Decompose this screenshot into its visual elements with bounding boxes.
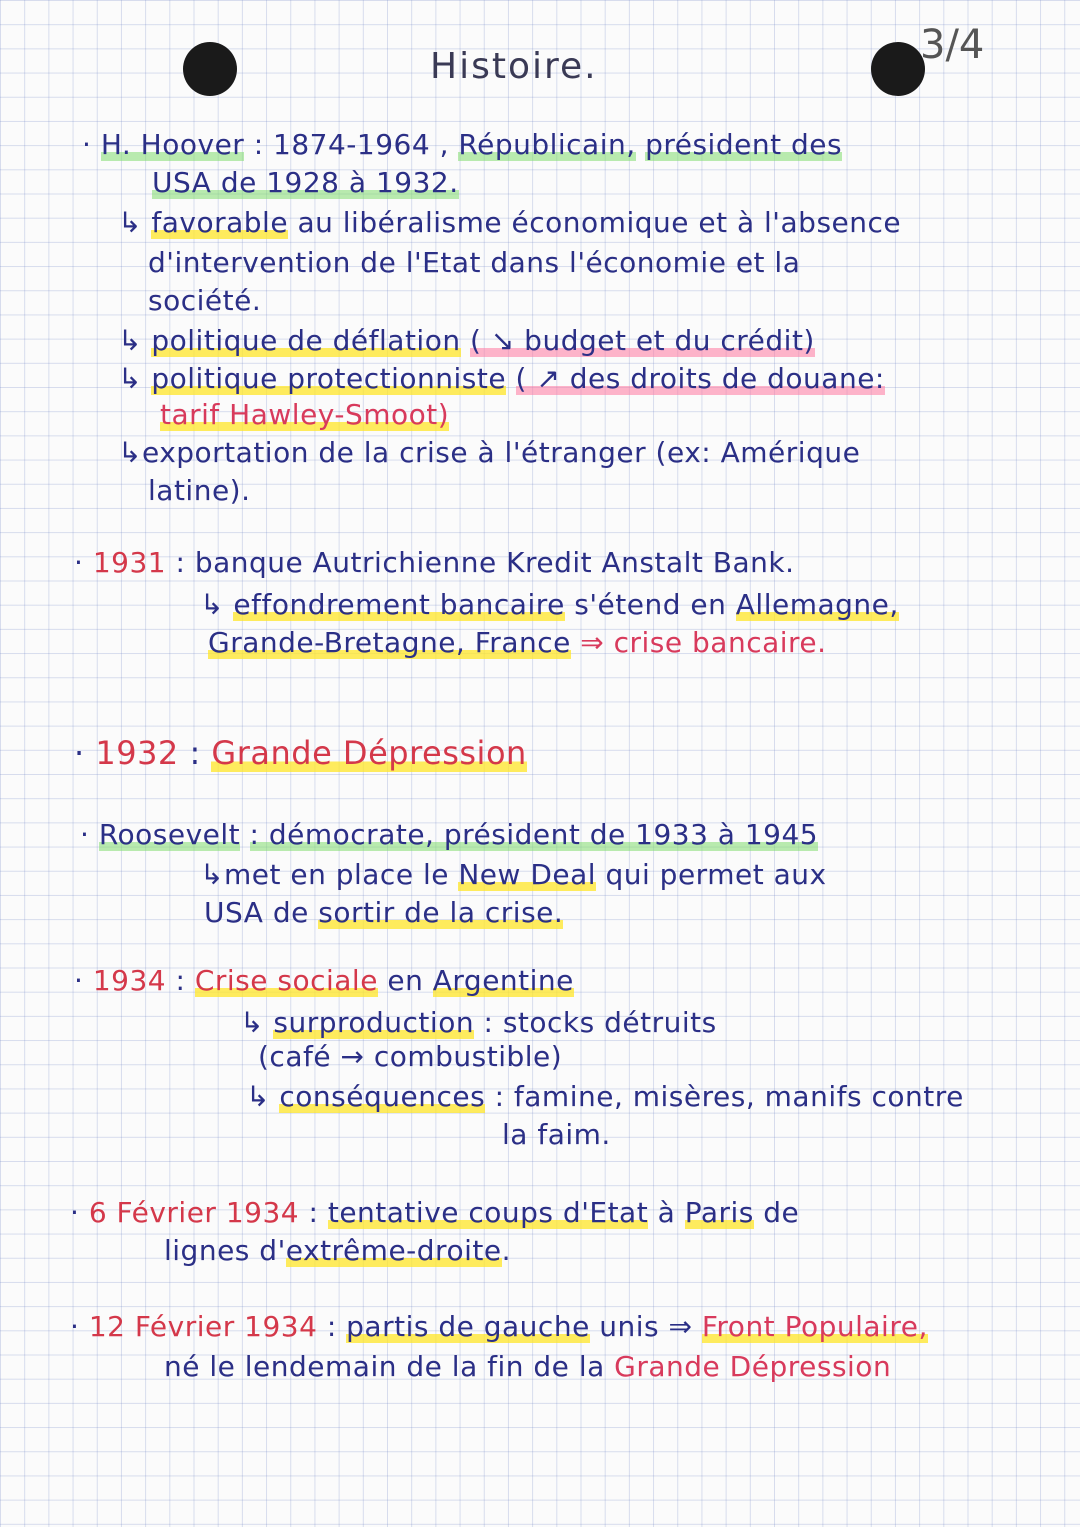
note-line xyxy=(246,1080,964,1113)
note-line-6-feb xyxy=(70,1196,799,1229)
text: lignes d' xyxy=(164,1234,286,1267)
text-left-parties: partis de gauche xyxy=(346,1310,590,1343)
hoover-term: USA de 1928 à 1932. xyxy=(152,166,459,199)
note-line xyxy=(148,474,251,507)
text-exit-crisis: sortir de la crise. xyxy=(318,896,564,929)
text: : famine, misères, manifs contre xyxy=(494,1080,964,1113)
arrow-icon: ↳ xyxy=(240,1006,264,1039)
text: USA de xyxy=(204,896,309,929)
text-germany: Allemagne, xyxy=(735,588,899,621)
text-new-deal: New Deal xyxy=(458,858,597,891)
note-line xyxy=(164,1234,511,1267)
arrow-icon: ↳ xyxy=(200,588,224,621)
text-collapse: effondrement bancaire xyxy=(233,588,565,621)
year-1932: 1932 xyxy=(95,734,179,772)
arrow-icon: ↳ xyxy=(246,1080,270,1113)
year-1931: 1931 xyxy=(92,546,167,579)
punch-hole-right xyxy=(871,42,925,96)
text: . xyxy=(501,1234,511,1267)
bullet: · xyxy=(70,1310,80,1343)
note-line xyxy=(118,324,815,357)
arrow-icon: ↳ xyxy=(118,362,142,395)
note-line xyxy=(200,858,827,891)
note-line xyxy=(208,626,827,659)
text-consequences: conséquences xyxy=(279,1080,486,1113)
punch-hole-left xyxy=(183,42,237,96)
hoover-party: Républicain, xyxy=(458,128,636,161)
text: d'intervention de l'Etat dans l'économie et la xyxy=(148,246,801,279)
text: (café → combustible) xyxy=(258,1040,563,1073)
note-line-hoover xyxy=(82,128,842,161)
text-great-depression: Grande Dépression xyxy=(614,1350,892,1383)
date-12-feb-1934: 12 Février 1934 xyxy=(88,1310,318,1343)
text-customs: ( ↗ des droits de douane: xyxy=(515,362,885,395)
text: à xyxy=(657,1196,676,1229)
note-line xyxy=(118,206,901,239)
note-line xyxy=(258,1040,562,1073)
text-social-crisis: Crise sociale xyxy=(194,964,378,997)
note-line xyxy=(204,896,563,929)
date-6-feb-1934: 6 Février 1934 xyxy=(88,1196,300,1229)
text: : xyxy=(308,1196,319,1229)
roosevelt-name: Roosevelt xyxy=(98,818,241,851)
hoover-dates: : 1874-1964 , xyxy=(253,128,449,161)
note-line xyxy=(164,1350,891,1383)
text-tariff: tarif Hawley-Smoot) xyxy=(160,398,450,431)
text: : xyxy=(175,964,186,997)
arrow-icon: ↳ xyxy=(118,206,142,239)
text: unis ⇒ xyxy=(599,1310,693,1343)
text-far-right: extrême-droite xyxy=(285,1234,502,1267)
bullet: · xyxy=(80,818,90,851)
text: société. xyxy=(148,284,262,317)
text: la faim. xyxy=(502,1118,611,1151)
note-line-1931 xyxy=(74,546,795,579)
page-title: Histoire. xyxy=(430,46,598,87)
text-budget: ( ↘ budget et du crédit) xyxy=(469,324,815,357)
hoover-role: président des xyxy=(645,128,843,161)
text-deflation: politique de déflation xyxy=(151,324,461,357)
text-popular-front: Front Populaire, xyxy=(701,1310,928,1343)
text-protectionism: politique protectionniste xyxy=(151,362,507,395)
note-line xyxy=(118,436,860,469)
text: latine). xyxy=(148,474,251,507)
note-line-12-feb xyxy=(70,1310,928,1343)
note-line xyxy=(148,284,261,317)
text-paris: Paris xyxy=(684,1196,754,1229)
text-argentina: Argentine xyxy=(432,964,574,997)
text: de xyxy=(763,1196,800,1229)
text: né le lendemain de la fin de la xyxy=(164,1350,605,1383)
text-banking-crisis: ⇒ crise bancaire. xyxy=(580,626,827,659)
text: : xyxy=(189,734,201,772)
bullet: · xyxy=(74,964,84,997)
note-line xyxy=(160,398,449,431)
text-countries: Grande-Bretagne, France xyxy=(208,626,571,659)
bullet: · xyxy=(70,1196,80,1229)
text: : banque Autrichienne Kredit Anstalt Bank. xyxy=(175,546,795,579)
year-1934: 1934 xyxy=(92,964,167,997)
text: en xyxy=(387,964,424,997)
text-great-depression: Grande Dépression xyxy=(211,734,527,772)
note-line xyxy=(200,588,899,621)
note-line xyxy=(152,166,459,199)
text: : stocks détruits xyxy=(483,1006,717,1039)
text: qui permet aux xyxy=(605,858,827,891)
bullet: · xyxy=(82,128,92,161)
note-line-roosevelt xyxy=(80,818,818,851)
note-line xyxy=(240,1006,717,1039)
note-line-1934 xyxy=(74,964,574,997)
arrow-icon: ↳ xyxy=(118,324,142,357)
note-line xyxy=(148,246,800,279)
note-line xyxy=(118,362,885,395)
bullet: · xyxy=(74,546,84,579)
page-number: 3/4 xyxy=(920,22,985,68)
text: ↳met en place le xyxy=(200,858,449,891)
text: s'étend en xyxy=(574,588,727,621)
roosevelt-role: : démocrate, président de 1933 à 1945 xyxy=(249,818,819,851)
text-overproduction: surproduction xyxy=(273,1006,475,1039)
hoover-name: H. Hoover xyxy=(100,128,245,161)
bullet: · xyxy=(74,734,85,772)
note-line xyxy=(502,1118,611,1151)
text: ↳exportation de la crise à l'étranger (ex: Amérique xyxy=(118,436,861,469)
text-coup: tentative coups d'Etat xyxy=(327,1196,649,1229)
text: : xyxy=(326,1310,337,1343)
note-line-1932 xyxy=(74,734,527,772)
text: au libéralisme économique et à l'absence xyxy=(297,206,902,239)
text-favorable: favorable xyxy=(151,206,289,239)
